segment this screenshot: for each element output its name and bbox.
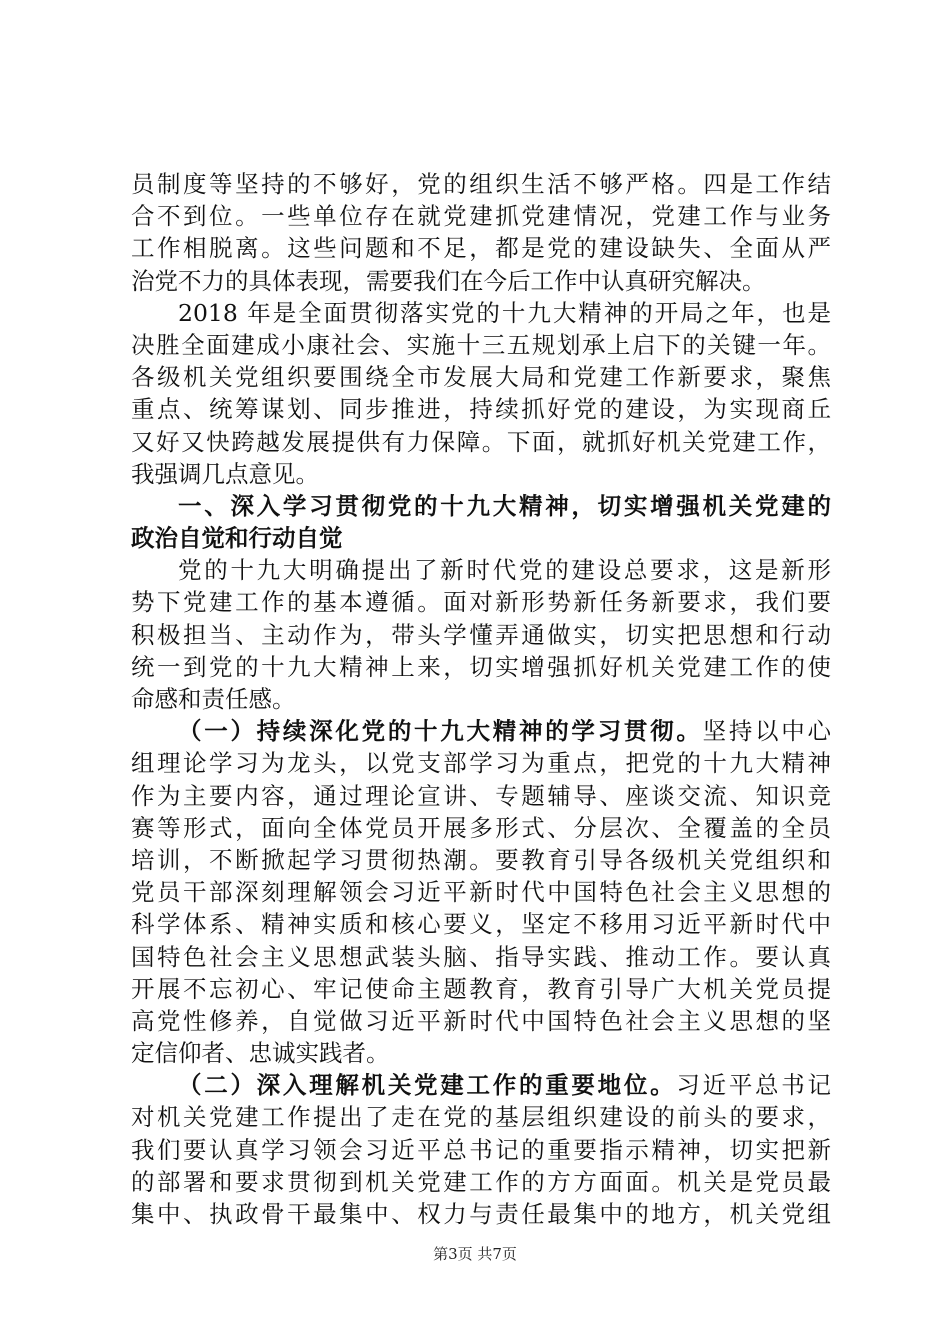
text-line: 高党性修养，自觉做习近平新时代中国特色社会主义思想的坚 — [131, 1006, 831, 1035]
text-line: 治党不力的具体表现，需要我们在今后工作中认真研究解决。 — [131, 266, 766, 295]
text-run: 习近平总书记 — [676, 1071, 832, 1100]
text-line: 的部署和要求贯彻到机关党建工作的方方面面。机关是党员最 — [131, 1167, 831, 1196]
page-footer: 第3页 共7页 — [433, 1245, 517, 1263]
text-line: 命感和责任感。 — [131, 685, 296, 713]
subheading-lead: （二）深入理解机关党建工作的重要地位。 — [178, 1071, 677, 1100]
text-line: 工作相脱离。这些问题和不足，都是党的建设缺失、全面从严 — [131, 234, 831, 263]
heading-line: 一、深入学习贯彻党的十九大精神，切实增强机关党建的 — [178, 491, 831, 520]
paragraph-4 — [131, 715, 831, 1069]
text-line: 积极担当、主动作为，带头学懂弄通做实，切实把思想和行动 — [131, 620, 831, 649]
text-run: 坚持以中心 — [702, 717, 832, 746]
text-line — [131, 1069, 831, 1101]
text-line: 员制度等坚持的不够好，党的组织生活不够严格。四是工作结 — [131, 170, 831, 198]
text-line: 科学体系、精神实质和核心要义，坚定不移用习近平新时代中 — [131, 910, 831, 939]
text-line: 开展不忘初心、牢记使命主题教育，教育引导广大机关党员提 — [131, 974, 831, 1003]
section-heading-1 — [131, 490, 831, 554]
paragraph-3 — [131, 554, 831, 715]
paragraph-5 — [131, 1069, 831, 1230]
text-line: 各级机关党组织要围绕全市发展大局和党建工作新要求，聚焦 — [131, 363, 831, 392]
heading-line: 政治自觉和行动自觉 — [131, 524, 343, 553]
subheading-lead: （一）持续深化党的十九大精神的学习贯彻。 — [178, 717, 703, 746]
text-line: 合不到位。一些单位存在就党建抓党建情况，党建工作与业务 — [131, 202, 831, 231]
text-line — [131, 715, 831, 747]
text-line: 培训，不断掀起学习贯彻热潮。要教育引导各级机关党组织和 — [131, 845, 831, 874]
text-line: 定信仰者、忠诚实践者。 — [131, 1039, 390, 1068]
text-line: 我强调几点意见。 — [131, 459, 319, 488]
text-line: 党员干部深刻理解领会习近平新时代中国特色社会主义思想的 — [131, 878, 831, 907]
text-line: 重点、统筹谋划、同步推进，持续抓好党的建设，为实现商丘 — [131, 395, 831, 424]
text-line: 决胜全面建成小康社会、实施十三五规划承上启下的关键一年。 — [131, 330, 831, 359]
paragraph-2 — [131, 297, 831, 490]
text-line: 统一到党的十九大精神上来，切实增强抓好机关党建工作的使 — [131, 652, 831, 681]
text-line: 我们要认真学习领会习近平总书记的重要指示精神，切实把新 — [131, 1135, 831, 1164]
text-line: 组理论学习为龙头，以党支部学习为重点，把党的十九大精神 — [131, 749, 831, 778]
text-line: 势下党建工作的基本遵循。面对新形势新任务新要求，我们要 — [131, 588, 831, 617]
text-line: 国特色社会主义思想武装头脑、指导实践、推动工作。要认真 — [131, 942, 831, 971]
text-line: 又好又快跨越发展提供有力保障。下面，就抓好机关党建工作， — [131, 427, 831, 456]
text-line: 赛等形式，面向全体党员开展多形式、分层次、全覆盖的全员 — [131, 813, 831, 842]
text-line: 对机关党建工作提出了走在党的基层组织建设的前头的要求， — [131, 1103, 831, 1132]
text-line: 党的十九大明确提出了新时代党的建设总要求，这是新形 — [178, 556, 831, 585]
text-line: 集中、执政骨干最集中、权力与责任最集中的地方，机关党组 — [131, 1200, 831, 1228]
paragraph-1 — [131, 168, 831, 297]
document-body — [131, 168, 831, 1230]
text-line: 2018 年是全面贯彻落实党的十九大精神的开局之年，也是 — [178, 298, 831, 327]
text-line: 作为主要内容，通过理论宣讲、专题辅导、座谈交流、知识竞 — [131, 781, 831, 810]
